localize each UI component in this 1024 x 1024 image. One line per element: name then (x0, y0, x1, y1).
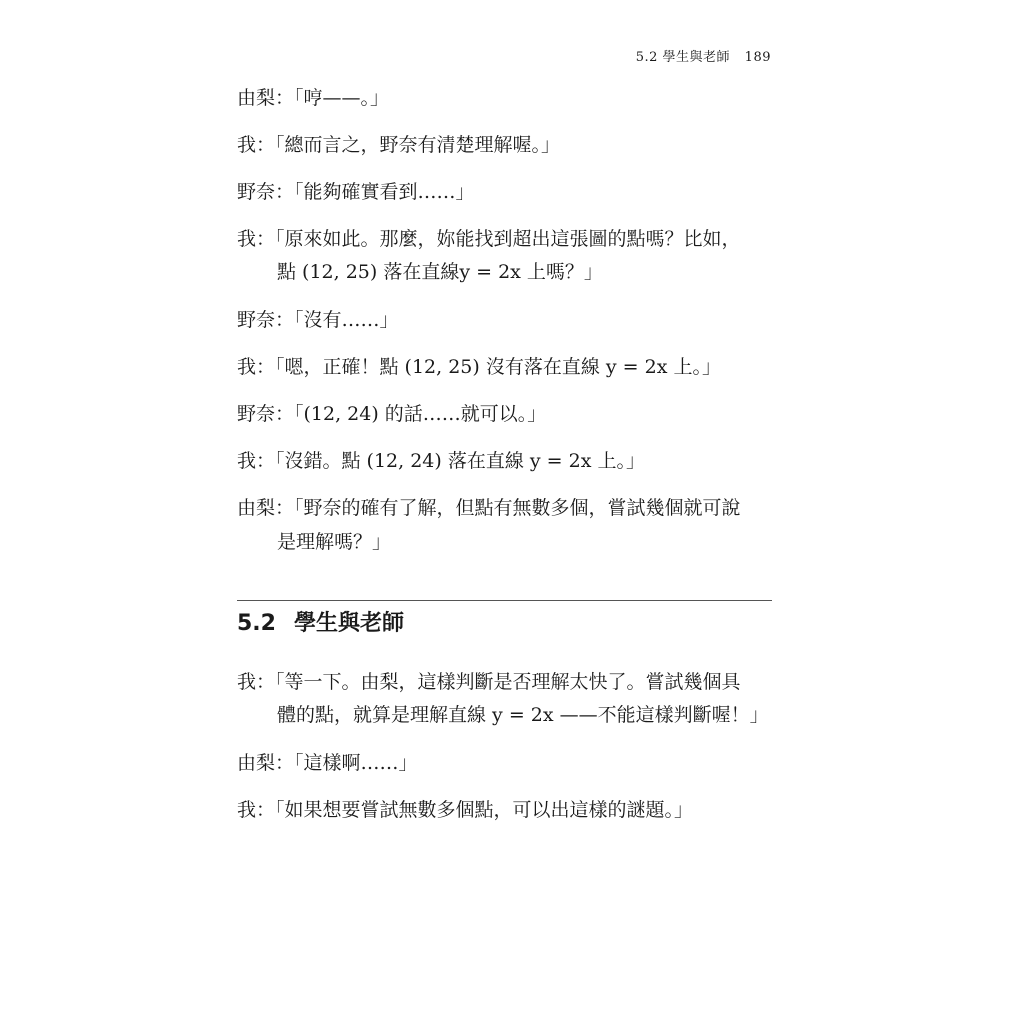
header-section-label (636, 50, 735, 65)
running-header (636, 46, 771, 65)
dialogue-line: 是理解嗎？」 (277, 531, 392, 553)
dialogue-line: 我：「沒錯。點 (12, 24) 落在直線 y = 2x 上。」 (237, 450, 645, 472)
dialogue-line: 由梨：「這樣啊……」 (237, 752, 418, 774)
dialogue-line: 由梨：「野奈的確有了解，但點有無數多個，嘗試幾個就可說 (237, 497, 741, 519)
dialogue-line: 野奈：「沒有……」 (237, 309, 399, 331)
section-number: 5.2 (237, 611, 276, 636)
header-section-number: 5.2 (635, 50, 658, 65)
dialogue-line: 我：「總而言之，野奈有清楚理解喔。」 (237, 134, 561, 156)
dialogue-line: 我：「原來如此。那麼，妳能找到超出這張圖的點嗎？比如， (237, 228, 741, 250)
page-number: 189 (744, 50, 771, 65)
header-section-title: 學生與老師 (662, 50, 731, 65)
dialogue-line: 我：「等一下。由梨，這樣判斷是否理解太快了。嘗試幾個具 (237, 671, 741, 693)
dialogue-line: 野奈：「(12, 24) 的話……就可以。」 (237, 403, 547, 425)
dialogue-line: 體的點，就算是理解直線 y = 2x ——不能這樣判斷喔！」 (277, 704, 769, 726)
section-heading (237, 607, 404, 641)
section-divider (237, 600, 772, 601)
section-title: 學生與老師 (293, 611, 404, 636)
dialogue-line: 點 (12, 25) 落在直線y = 2x 上嗎？」 (277, 261, 603, 283)
dialogue-line: 由梨：「哼——。」 (237, 87, 390, 109)
dialogue-line: 我：「如果想要嘗試無數多個點，可以出這樣的謎題。」 (237, 799, 694, 821)
dialogue-line: 野奈：「能夠確實看到……」 (237, 181, 475, 203)
dialogue-line: 我：「嗯，正確！點 (12, 25) 沒有落在直線 y = 2x 上。」 (237, 356, 721, 378)
